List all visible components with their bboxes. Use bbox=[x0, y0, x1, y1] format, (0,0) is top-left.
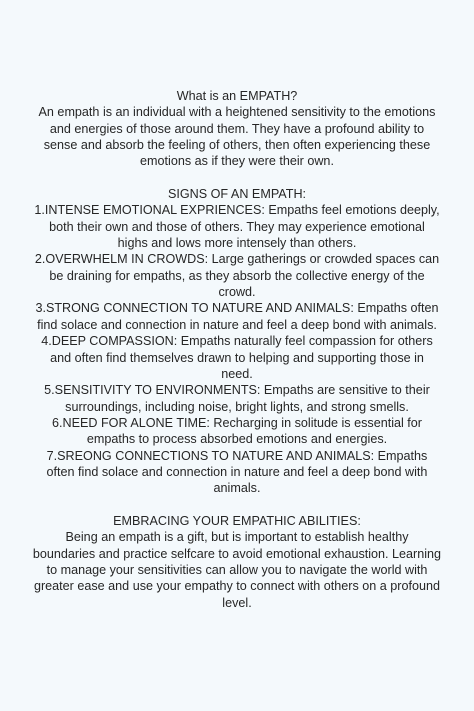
sign-line: 2.OVERWHELM IN CROWDS: Large gatherings or crowded spaces can bbox=[34, 252, 440, 267]
sign-line: need. bbox=[221, 366, 253, 381]
embracing-line: boundaries and practice selfcare to avoid emotional exhaustion. Learning bbox=[32, 546, 442, 561]
sign-line: and often find themselves drawn to helping and supporting those in bbox=[50, 350, 424, 365]
document-body bbox=[0, 88, 474, 611]
intro-line: and energies of those around them. They have a profound ability to bbox=[49, 121, 425, 136]
embracing-section bbox=[14, 513, 460, 611]
sign-line: 1.INTENSE EMOTIONAL EXPRIENCES: Empaths feel emotions deeply, bbox=[34, 203, 440, 218]
intro-line: sense and absorb the feeling of others, then often experiencing these bbox=[43, 138, 431, 153]
sign-item bbox=[14, 202, 460, 251]
embracing-line: to manage your sensitivities can allow you to navigate the world with bbox=[46, 562, 428, 577]
sign-item bbox=[14, 333, 460, 382]
signs-heading: SIGNS OF AN EMPATH: bbox=[167, 187, 307, 202]
section-spacer bbox=[14, 497, 460, 513]
embracing-line: level. bbox=[222, 595, 252, 610]
sign-item bbox=[14, 415, 460, 448]
intro-line: emotions as if they were their own. bbox=[140, 154, 334, 169]
intro-heading: What is an EMPATH? bbox=[176, 89, 298, 103]
embracing-heading: EMBRACING YOUR EMPATHIC ABILITIES: bbox=[113, 513, 361, 528]
signs-section bbox=[14, 186, 460, 497]
sign-line: animals. bbox=[213, 481, 261, 496]
sign-item bbox=[14, 382, 460, 415]
section-spacer bbox=[14, 170, 460, 186]
sign-line: crowd. bbox=[218, 285, 256, 300]
sign-line: 6.NEED FOR ALONE TIME: Recharging in solitude is essential for bbox=[51, 415, 423, 430]
sign-item bbox=[14, 448, 460, 497]
sign-line: empaths to process absorbed emotions and energies. bbox=[86, 432, 388, 447]
sign-line: 7.SREONG CONNECTIONS TO NATURE AND ANIMALS: Empaths bbox=[46, 448, 428, 463]
embracing-line: greater ease and use your empathy to connect with others on a profound bbox=[33, 579, 441, 594]
intro-section bbox=[14, 88, 460, 170]
sign-line: 3.STRONG CONNECTION TO NATURE AND ANIMALS: Empaths often bbox=[35, 301, 439, 316]
sign-item bbox=[14, 251, 460, 300]
intro-line: An empath is an individual with a heightened sensitivity to the emotions bbox=[38, 105, 436, 120]
sign-line: highs and lows more intensely than others. bbox=[117, 236, 357, 251]
sign-item bbox=[14, 300, 460, 333]
sign-line: surroundings, including noise, bright lights, and strong smells. bbox=[65, 399, 409, 414]
embracing-line: Being an empath is a gift, but is important to establish healthy bbox=[65, 530, 409, 545]
sign-line: 5.SENSITIVITY TO ENVIRONMENTS: Empaths are sensitive to their bbox=[44, 383, 430, 398]
sign-line: be draining for empaths, as they absorb the collective energy of the bbox=[49, 268, 425, 283]
sign-line: both their own and those of others. They may experience emotional bbox=[49, 219, 425, 234]
sign-line: find solace and connection in nature and feel a deep bond with animals. bbox=[37, 317, 437, 332]
sign-line: 4.DEEP COMPASSION: Empaths naturally feel compassion for others bbox=[41, 334, 433, 349]
sign-line: often find solace and connection in nature and feel a deep bond with bbox=[46, 464, 428, 479]
